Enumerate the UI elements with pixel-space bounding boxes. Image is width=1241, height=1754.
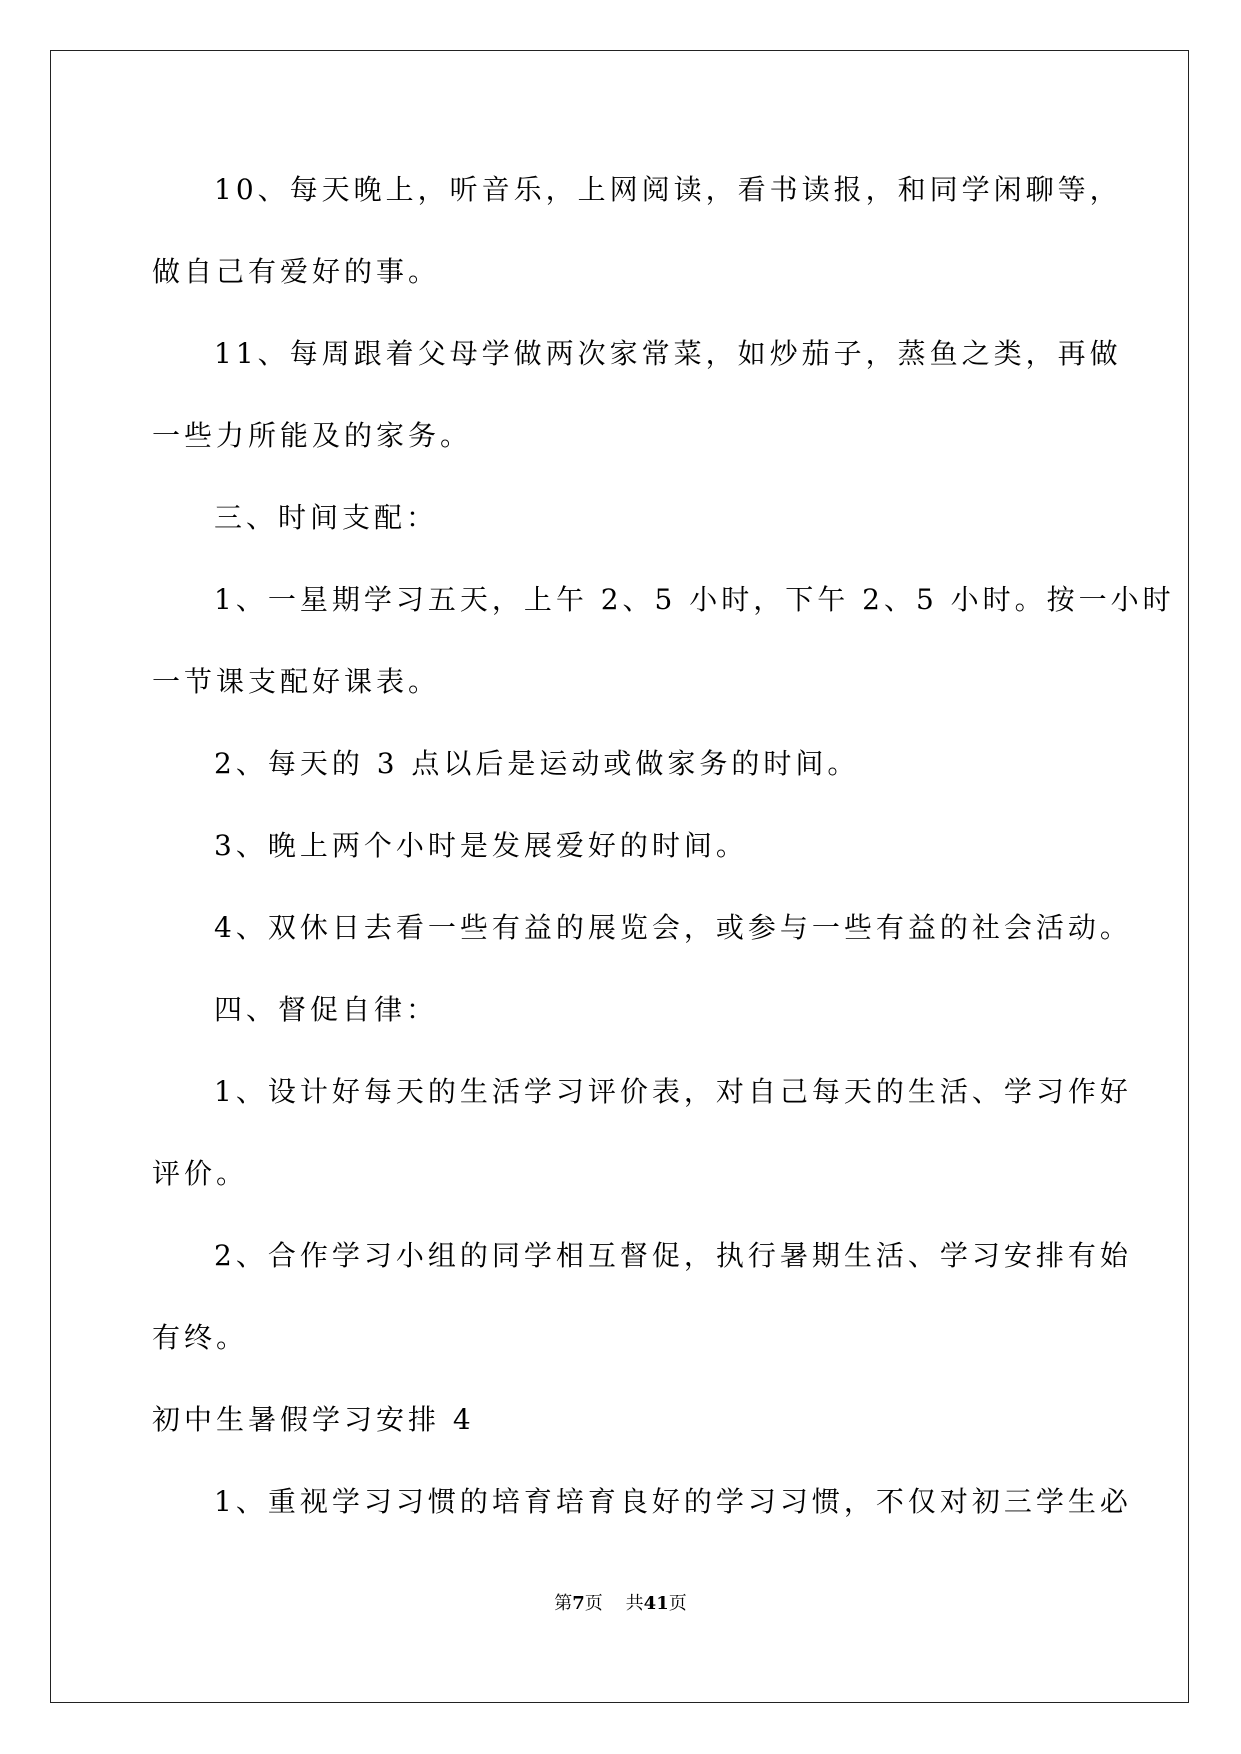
footer-suffix: 页 (668, 1593, 687, 1614)
paragraph-line: 有终。 (152, 1321, 249, 1354)
document-title: 初中生暑假学习安排 4 (152, 1403, 475, 1436)
paragraph-line: 2、合作学习小组的同学相互督促，执行暑期生活、学习安排有始 (214, 1239, 1132, 1272)
paragraph-line: 4、双休日去看一些有益的展览会，或参与一些有益的社会活动。 (214, 911, 1132, 944)
paragraph-line: 做自己有爱好的事。 (152, 255, 441, 288)
footer-mid: 页 共 (584, 1593, 644, 1614)
paragraph-line: 一节课支配好课表。 (152, 665, 441, 698)
paragraph-line: 1、一星期学习五天，上午 2、5 小时，下午 2、5 小时。按一小时 (214, 583, 1175, 616)
current-page-number: 7 (572, 1593, 585, 1614)
paragraph-line: 1、设计好每天的生活学习评价表，对自己每天的生活、学习作好 (214, 1075, 1132, 1108)
page-border (50, 50, 1189, 1703)
footer-prefix: 第 (554, 1593, 573, 1614)
paragraph-line: 11、每周跟着父母学做两次家常菜，如炒茄子，蒸鱼之类，再做 (214, 337, 1122, 370)
total-page-number: 41 (643, 1593, 669, 1614)
section-heading: 三、时间支配： (214, 501, 439, 534)
paragraph-line: 一些力所能及的家务。 (152, 419, 473, 452)
paragraph-line: 1、重视学习习惯的培育培育良好的学习习惯，不仅对初三学生必 (214, 1485, 1132, 1518)
section-heading: 四、督促自律： (214, 993, 439, 1026)
paragraph-line: 10、每天晚上，听音乐，上网阅读，看书读报，和同学闲聊等， (214, 173, 1122, 206)
paragraph-line: 2、每天的 3 点以后是运动或做家务的时间。 (214, 747, 860, 780)
paragraph-line: 评价。 (152, 1157, 249, 1190)
page-footer (0, 1592, 1241, 1616)
paragraph-line: 3、晚上两个小时是发展爱好的时间。 (214, 829, 748, 862)
